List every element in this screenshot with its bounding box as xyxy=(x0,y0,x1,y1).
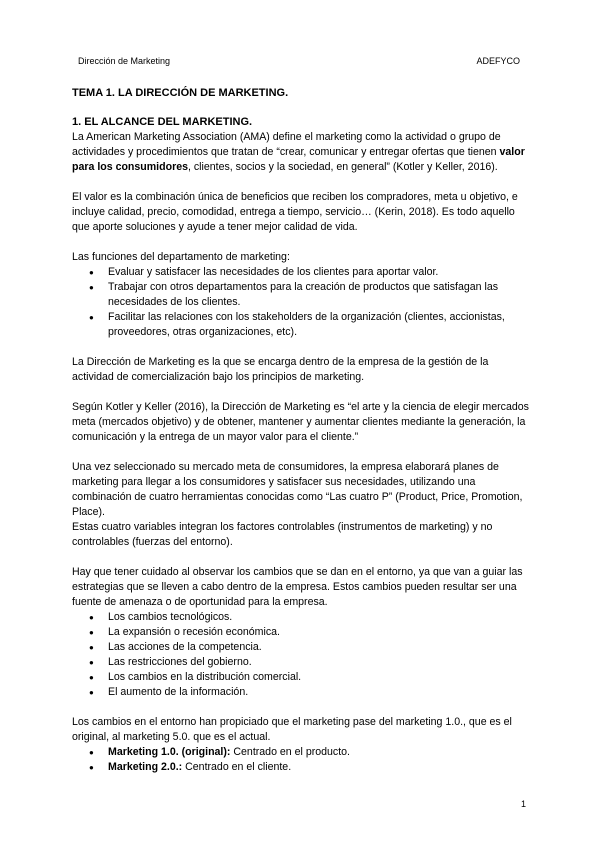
chapter-title: TEMA 1. LA DIRECCIÓN DE MARKETING. xyxy=(72,87,289,99)
list-item: ● Trabajar con otros departamentos para la creación de productos que satisfagan las necesidades de los clientes. xyxy=(108,280,532,310)
list-item: ● Los cambios tecnológicos. xyxy=(108,610,532,625)
paragraph-variables: Estas cuatro variables integran los factores controlables (instrumentos de marketing) y no controlables (fuerzas del entorno). xyxy=(72,521,493,548)
cambios-list xyxy=(72,610,532,700)
paragraph-funciones-intro: Las funciones del departamento de marketing: xyxy=(72,251,290,263)
section-heading: 1. EL ALCANCE DEL MARKETING. xyxy=(72,116,253,128)
list-item: ● Las restricciones del gobierno. xyxy=(108,655,532,670)
bold-phrase: valor para los consumidores xyxy=(72,146,525,173)
header-course-title: Dirección de Marketing xyxy=(78,56,171,66)
paragraph-entorno: Hay que tener cuidado al observar los cambios que se dan en el entorno, ya que van a guiar las estrategias que se lleven a cabo dentro de la empresa. Estos cambios pueden resultar ser una fuente de amenaza o de oportunidad para la empresa. xyxy=(72,566,523,608)
paragraph-valor: El valor es la combinación única de beneficios que reciben los compradores, meta u objetivo, e incluye calidad, precio, comodidad, entrega a tiempo, servicio… (Kerin, 2018). Es todo aquello que aporte soluciones y ayude a tener mejor calidad de vida. xyxy=(72,191,518,233)
document-body xyxy=(72,86,532,775)
paragraph-ama-definition: La American Marketing Association (AMA) define el marketing como la actividad o grupo de actividades y procedimientos que tratan de “crear, comunicar y entregar ofertas que tienen valor para los consumidores, clientes, socios y la sociedad, en general” (Kotler y Keller, 2016). xyxy=(72,131,525,173)
paragraph-evolucion: Los cambios en el entorno han propiciado que el marketing pase del marketing 1.0., que es el original, al marketing 5.0. que es el actual. xyxy=(72,716,512,743)
list-item: ● Los cambios en la distribución comercial. xyxy=(108,670,532,685)
list-item: ● Marketing 1.0. (original): Centrado en el producto. xyxy=(108,745,532,760)
list-item: ● La expansión o recesión económica. xyxy=(108,625,532,640)
paragraph-kotler-keller: Según Kotler y Keller (2016), la Dirección de Marketing es “el arte y la ciencia de elegir mercados meta (mercados objetivo) y de obtener, mantener y aumentar clientes mediante la generación, la comunicación y la entrega de un mayor valor para el cliente.” xyxy=(72,401,529,443)
paragraph-direccion: La Dirección de Marketing es la que se encarga dentro de la empresa de la gestión de la actividad de comercialización bajo los principios de marketing. xyxy=(72,356,489,383)
page-number: 1 xyxy=(520,799,526,809)
list-item: ● Evaluar y satisfacer las necesidades de los clientes para aportar valor. xyxy=(108,265,532,280)
funciones-list xyxy=(72,265,532,340)
versiones-list xyxy=(72,745,532,775)
list-item: ● Las acciones de la competencia. xyxy=(108,640,532,655)
list-item: ● Facilitar las relaciones con los stakeholders de la organización (clientes, accionistas, proveedores, otras organizaciones, etc). xyxy=(108,310,532,340)
paragraph-cuatro-p: Una vez seleccionado su mercado meta de consumidores, la empresa elaborará planes de marketing para llegar a los consumidores y satisfacer sus necesidades, utilizando una combinación de cuatro herramientas conocidas como “Las cuatro P” (Product, Price, Promotion, Place). xyxy=(72,461,523,518)
list-item: ● Marketing 2.0.: Centrado en el cliente. xyxy=(108,760,532,775)
header-acronym: ADEFYCO xyxy=(476,56,520,66)
list-item: ● El aumento de la información. xyxy=(108,685,532,700)
